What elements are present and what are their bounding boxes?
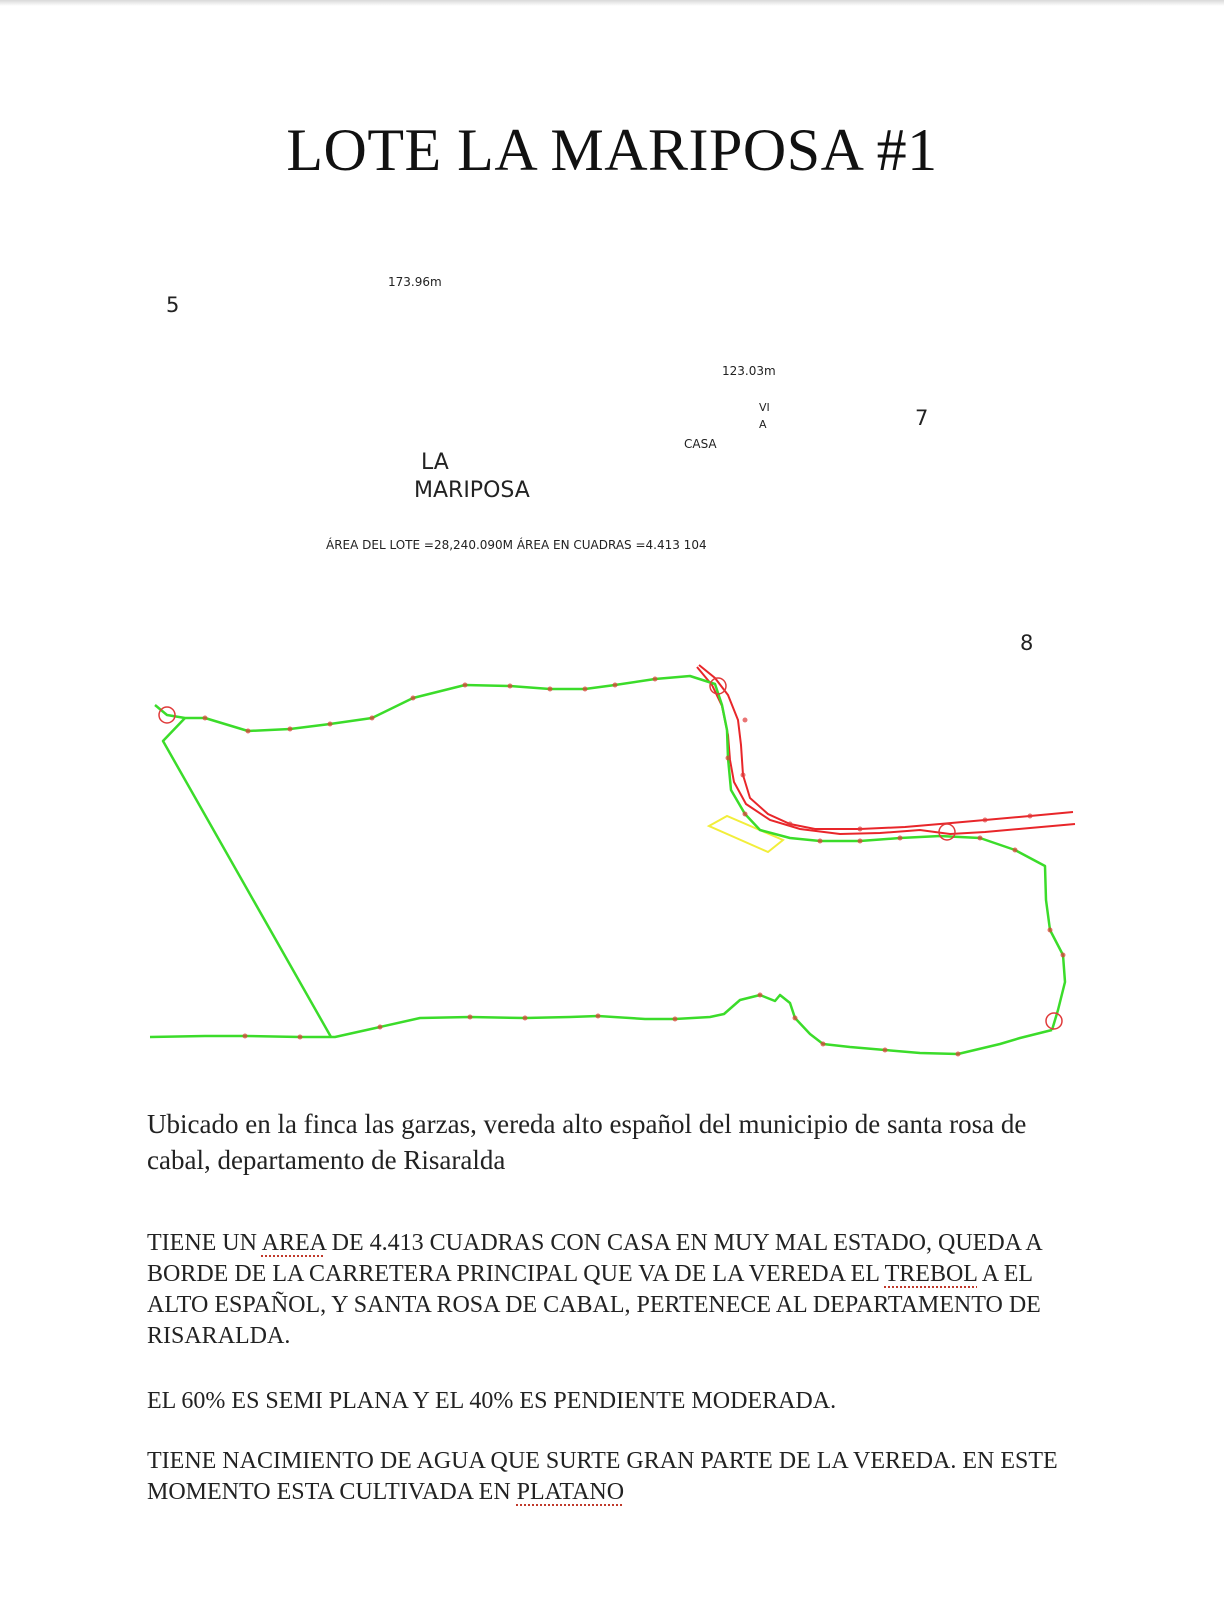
point-label-7: 7 [915,406,929,430]
point-label-8: 8 [1020,631,1034,655]
description-paragraph [147,1228,1087,1352]
water-part-a: TIENE NACIMIENTO DE AGUA QUE SURTE GRAN PARTE DE LA VEREDA. EN ESTE MOMENTO ESTA CULTIVADA EN [147,1448,1058,1505]
water-paragraph [147,1446,1087,1508]
water-word-platano: PLATANO [516,1479,625,1505]
dimension-label-top: 173.96m [388,275,442,289]
boundary-south-edge [150,995,1052,1054]
desc-part-a: TIENE UN [147,1230,262,1256]
lot-name-line2: MARIPOSA [414,478,530,503]
road-line-outer [699,665,1073,829]
page-title: LOTE LA MARIPOSA #1 [286,117,938,183]
dimension-label-right: 123.03m [722,364,776,378]
location-paragraph: Ubicado en la finca las garzas, vereda alto español del municipio de santa rosa de cabal, departamento de Risaralda [147,1109,1027,1175]
casa-label: CASA [684,437,717,451]
lot-boundary [150,676,1065,1054]
desc-word-trebol: TREBOL [884,1261,978,1287]
road-line-inner [697,667,1075,834]
slope-paragraph: EL 60% ES SEMI PLANA Y EL 40% ES PENDIENTE MODERADA. [147,1388,837,1414]
road-lines [697,665,1075,834]
boundary-west-diagonal [163,718,331,1037]
desc-part-b: DE 4.413 CUADRAS CON CASA EN MUY MAL ESTADO, QUEDA A BORDE DE LA CARRETERA PRINCIPAL QUE VA DE LA VEREDA EL [147,1230,1042,1287]
point-label-5: 5 [166,293,180,317]
lot-name-line1: LA [421,450,449,475]
vertex-markers [203,677,1066,1057]
via-label-line2: A [759,418,767,431]
area-note: ÁREA DEL LOTE =28,240.090M ÁREA EN CUADRAS =4.413 104 [326,538,707,552]
control-point-rings [159,678,1062,1029]
desc-word-area: AREA [261,1230,326,1256]
via-label-line1: VI [759,401,770,414]
desc-part-c: A EL ALTO ESPAÑOL, Y SANTA ROSA DE CABAL, PERTENECE AL DEPARTAMENTO DE RISARALDA. [147,1261,1041,1349]
